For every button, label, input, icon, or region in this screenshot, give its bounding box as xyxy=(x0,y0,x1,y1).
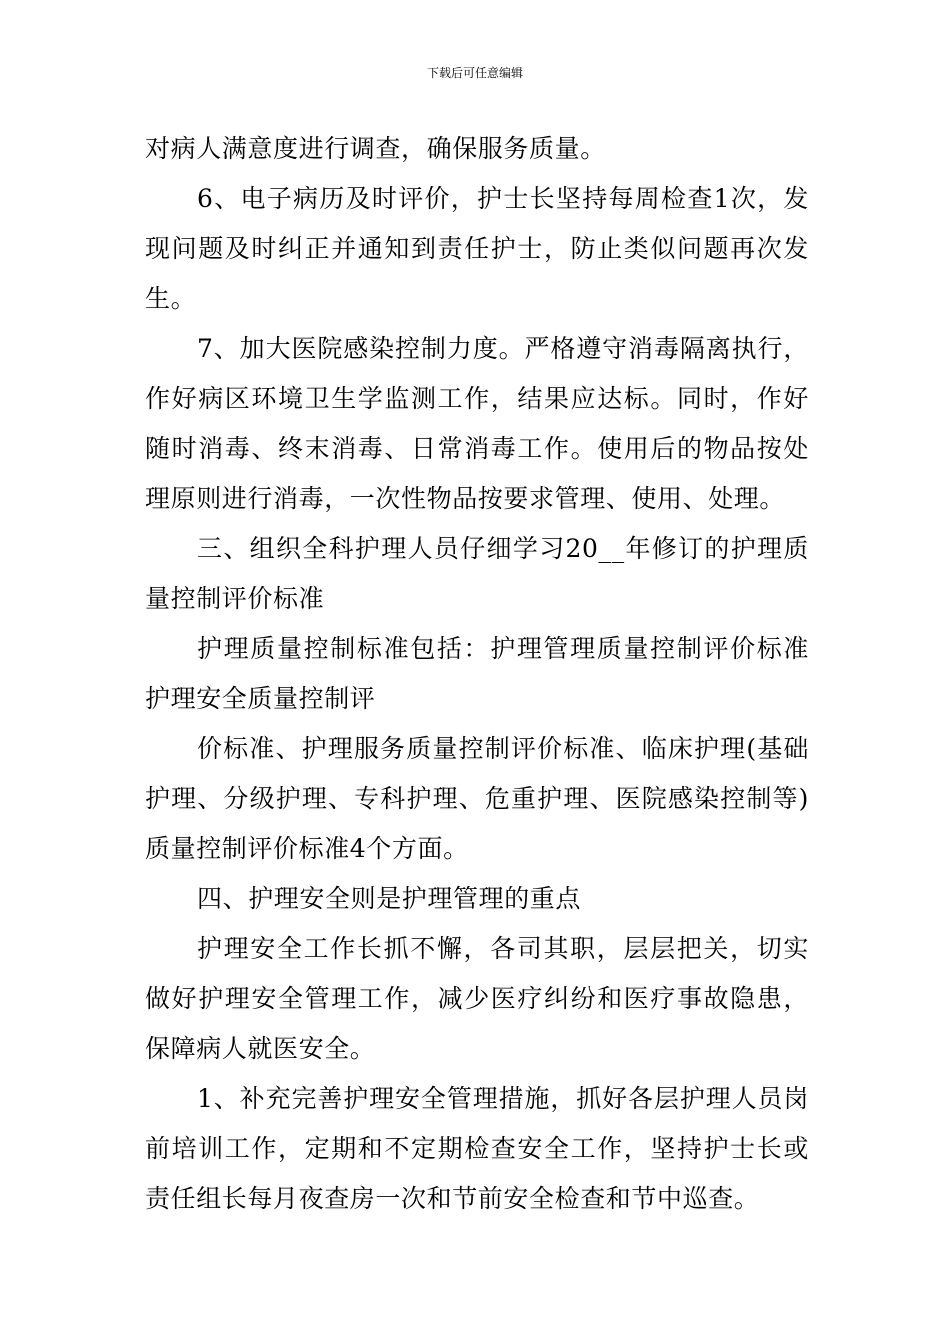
paragraph-0: 对病人满意度进行调查，确保服务质量。 xyxy=(145,134,606,163)
paragraph-7: 护理安全工作长抓不懈，各司其职，层层把关，切实做好护理安全管理工作，减少医疗纠纷和医疗事故隐患，保障病人就医安全。 xyxy=(145,934,809,1063)
paragraph-1: 6、电子病历及时评价，护士长坚持每周检查1次，发现问题及时纠正并通知到责任护士，防止类似问题再次发生。 xyxy=(145,184,809,313)
paragraph-4: 护理质量控制标准包括：护理管理质量控制评价标准护理安全质量控制评 xyxy=(145,634,809,713)
paragraph-6: 四、护理安全则是护理管理的重点 xyxy=(197,884,582,913)
paragraph-8: 1、补充完善护理安全管理措施，抓好各层护理人员岗前培训工作，定期和不定期检查安全工作，坚持护士长或责任组长每月夜查房一次和节前安全检查和节中巡查。 xyxy=(145,1084,809,1213)
paragraph-3: 三、组织全科护理人员仔细学习20__年修订的护理质量控制评价标准 xyxy=(145,534,809,613)
paragraph-5: 价标准、护理服务质量控制评价标准、临床护理(基础护理、分级护理、专科护理、危重护理、医院感染控制等)质量控制评价标准4个方面。 xyxy=(145,734,809,863)
page-header: 下载后可任意编辑 xyxy=(426,66,523,80)
document-body xyxy=(145,124,809,1224)
paragraph-2: 7、加大医院感染控制力度。严格遵守消毒隔离执行，作好病区环境卫生学监测工作，结果应达标。同时，作好随时消毒、终末消毒、日常消毒工作。使用后的物品按处理原则进行消毒，一次性物品按要求管理、使用、处理。 xyxy=(145,334,809,513)
